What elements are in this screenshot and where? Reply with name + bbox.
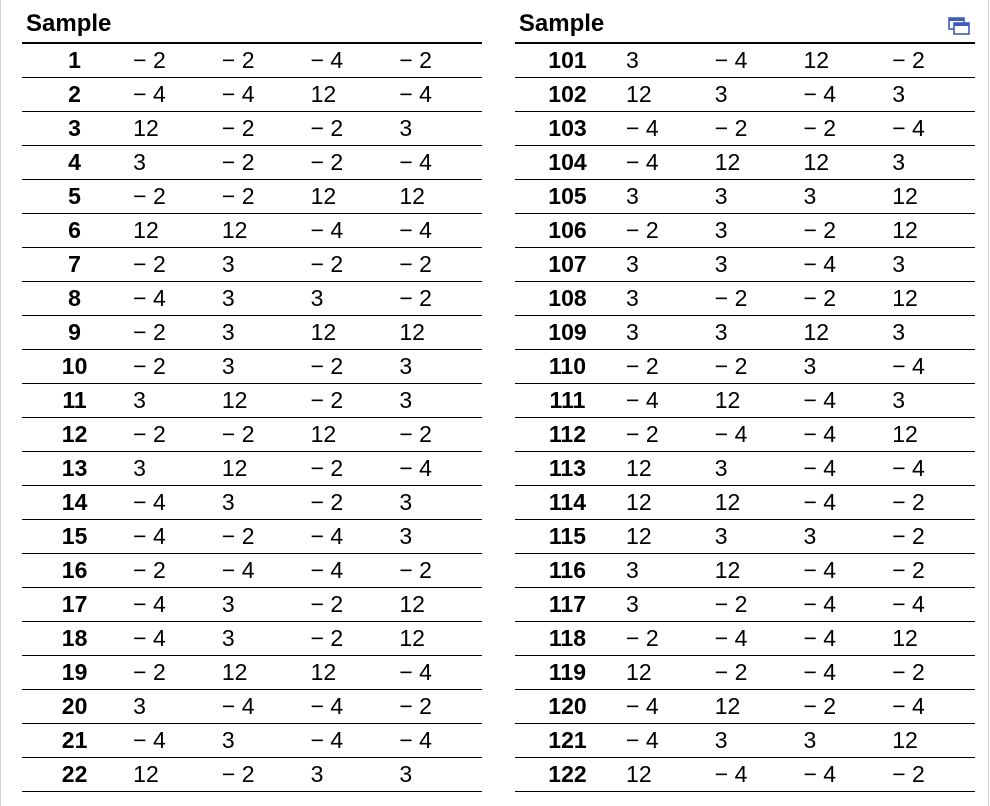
right-sample-value: − 4 — [797, 656, 886, 690]
right-sample-value: 12 — [797, 146, 886, 180]
column-gap — [482, 554, 515, 588]
right-sample-value: − 2 — [709, 656, 798, 690]
right-sample-number: 107 — [515, 248, 620, 282]
right-sample-value: 3 — [797, 724, 886, 758]
left-sample-value: − 4 — [127, 282, 216, 316]
left-sample-value: − 4 — [393, 78, 482, 112]
header-row — [22, 6, 975, 43]
sample-table — [22, 6, 975, 792]
left-sample-value: − 4 — [305, 214, 394, 248]
column-gap — [482, 520, 515, 554]
left-sample-value: 3 — [393, 486, 482, 520]
left-sample-value: − 2 — [127, 656, 216, 690]
left-sample-value: − 2 — [393, 554, 482, 588]
left-sample-value: 3 — [216, 622, 305, 656]
right-sample-value: − 2 — [620, 622, 709, 656]
right-sample-value: 12 — [620, 78, 709, 112]
left-sample-value: − 4 — [127, 486, 216, 520]
left-sample-value: − 2 — [393, 690, 482, 724]
right-sample-value: − 4 — [620, 690, 709, 724]
left-sample-value: − 4 — [305, 520, 394, 554]
left-sample-value: − 2 — [305, 622, 394, 656]
left-sample-value: 12 — [305, 418, 394, 452]
right-sample-value: − 2 — [797, 214, 886, 248]
left-sample-value: 3 — [216, 316, 305, 350]
right-sample-value: − 4 — [797, 384, 886, 418]
left-sample-value: 3 — [305, 282, 394, 316]
left-sample-value: − 4 — [127, 78, 216, 112]
right-sample-value: − 2 — [886, 520, 975, 554]
column-gap — [482, 452, 515, 486]
right-sample-value: 12 — [709, 146, 798, 180]
right-sample-value: 12 — [709, 486, 798, 520]
right-sample-value: 3 — [620, 43, 709, 78]
left-sample-value: 12 — [216, 384, 305, 418]
right-sample-value: − 4 — [797, 418, 886, 452]
right-sample-number: 112 — [515, 418, 620, 452]
right-sample-value: − 2 — [797, 282, 886, 316]
table-row — [22, 248, 975, 282]
sample-table-container — [22, 6, 975, 792]
table-row — [22, 146, 975, 180]
table-row — [22, 452, 975, 486]
left-sample-number: 16 — [22, 554, 127, 588]
column-gap — [482, 622, 515, 656]
left-sample-value: − 2 — [216, 418, 305, 452]
left-sample-value: 12 — [305, 180, 394, 214]
right-sample-header: Sample — [515, 6, 975, 43]
left-sample-value: − 4 — [127, 588, 216, 622]
column-gap — [482, 316, 515, 350]
left-sample-value: − 4 — [393, 214, 482, 248]
right-sample-value: − 4 — [797, 622, 886, 656]
right-sample-value: 12 — [620, 452, 709, 486]
left-sample-number: 3 — [22, 112, 127, 146]
column-gap — [482, 384, 515, 418]
left-sample-value: 12 — [393, 180, 482, 214]
table-row — [22, 418, 975, 452]
left-sample-value: 12 — [305, 78, 394, 112]
right-sample-number: 106 — [515, 214, 620, 248]
left-sample-value: − 4 — [127, 520, 216, 554]
left-sample-value: 12 — [127, 112, 216, 146]
right-sample-value: − 4 — [886, 350, 975, 384]
right-sample-value: 12 — [886, 282, 975, 316]
column-gap — [482, 214, 515, 248]
left-sample-value: − 2 — [127, 43, 216, 78]
left-sample-number: 21 — [22, 724, 127, 758]
right-sample-value: − 2 — [709, 588, 798, 622]
left-sample-value: 3 — [216, 588, 305, 622]
right-sample-value: − 4 — [797, 486, 886, 520]
right-sample-number: 121 — [515, 724, 620, 758]
right-sample-value: − 4 — [886, 452, 975, 486]
right-sample-value: 3 — [797, 520, 886, 554]
left-sample-value: − 2 — [127, 180, 216, 214]
left-sample-number: 2 — [22, 78, 127, 112]
right-sample-value: − 2 — [886, 43, 975, 78]
left-sample-value: 3 — [305, 758, 394, 792]
left-sample-value: − 4 — [127, 724, 216, 758]
right-sample-value: 12 — [709, 554, 798, 588]
left-sample-number: 1 — [22, 43, 127, 78]
left-sample-value: − 4 — [393, 146, 482, 180]
table-row — [22, 350, 975, 384]
column-gap — [482, 248, 515, 282]
left-sample-value: − 2 — [305, 146, 394, 180]
left-sample-header: Sample — [22, 6, 482, 43]
left-sample-number: 11 — [22, 384, 127, 418]
left-sample-value: 3 — [393, 758, 482, 792]
left-sample-value: 12 — [305, 316, 394, 350]
right-sample-value: 12 — [886, 724, 975, 758]
right-sample-value: 3 — [886, 384, 975, 418]
table-row — [22, 112, 975, 146]
right-sample-value: − 4 — [797, 554, 886, 588]
left-sample-value: − 2 — [216, 520, 305, 554]
right-sample-value: 12 — [620, 486, 709, 520]
left-sample-value: 12 — [216, 214, 305, 248]
right-sample-value: − 2 — [620, 418, 709, 452]
right-sample-value: − 2 — [709, 282, 798, 316]
left-sample-number: 10 — [22, 350, 127, 384]
column-gap — [482, 282, 515, 316]
left-sample-value: 3 — [393, 350, 482, 384]
right-sample-number: 102 — [515, 78, 620, 112]
right-sample-value: − 4 — [620, 384, 709, 418]
left-sample-value: − 4 — [305, 554, 394, 588]
table-row — [22, 520, 975, 554]
right-sample-value: 3 — [709, 180, 798, 214]
left-sample-value: 12 — [127, 214, 216, 248]
column-gap — [482, 486, 515, 520]
right-sample-value: − 2 — [620, 350, 709, 384]
right-sample-value: − 4 — [886, 588, 975, 622]
right-sample-number: 103 — [515, 112, 620, 146]
right-sample-value: − 4 — [797, 248, 886, 282]
right-sample-value: 12 — [886, 180, 975, 214]
right-sample-number: 109 — [515, 316, 620, 350]
left-sample-number: 17 — [22, 588, 127, 622]
left-sample-number: 5 — [22, 180, 127, 214]
left-sample-number: 12 — [22, 418, 127, 452]
left-sample-number: 4 — [22, 146, 127, 180]
right-sample-value: 12 — [709, 690, 798, 724]
right-sample-number: 108 — [515, 282, 620, 316]
right-sample-number: 113 — [515, 452, 620, 486]
right-sample-value: − 2 — [797, 690, 886, 724]
left-sample-value: − 2 — [393, 282, 482, 316]
left-sample-value: 12 — [305, 656, 394, 690]
right-sample-value: 12 — [886, 214, 975, 248]
right-sample-value: − 4 — [797, 588, 886, 622]
left-sample-value: 3 — [393, 112, 482, 146]
left-sample-value: − 2 — [305, 112, 394, 146]
right-sample-value: 12 — [797, 43, 886, 78]
left-sample-value: − 4 — [393, 452, 482, 486]
table-row — [22, 316, 975, 350]
left-sample-value: − 2 — [393, 418, 482, 452]
right-sample-value: 12 — [620, 758, 709, 792]
right-sample-value: − 4 — [620, 112, 709, 146]
left-sample-value: 3 — [216, 248, 305, 282]
column-gap — [482, 112, 515, 146]
column-gap — [482, 724, 515, 758]
left-sample-number: 14 — [22, 486, 127, 520]
right-sample-number: 120 — [515, 690, 620, 724]
left-sample-value: 12 — [216, 656, 305, 690]
right-sample-value: − 4 — [620, 724, 709, 758]
left-sample-value: − 2 — [216, 146, 305, 180]
right-sample-number: 122 — [515, 758, 620, 792]
left-sample-number: 19 — [22, 656, 127, 690]
right-sample-value: − 2 — [797, 112, 886, 146]
right-sample-value: − 2 — [709, 112, 798, 146]
left-sample-value: − 4 — [216, 554, 305, 588]
left-sample-value: − 2 — [393, 43, 482, 78]
right-sample-value: − 2 — [620, 214, 709, 248]
right-sample-value: − 4 — [886, 112, 975, 146]
table-row — [22, 214, 975, 248]
table-row — [22, 758, 975, 792]
right-sample-value: 3 — [709, 214, 798, 248]
left-sample-value: − 4 — [216, 690, 305, 724]
right-sample-number: 117 — [515, 588, 620, 622]
left-sample-value: − 4 — [216, 78, 305, 112]
right-sample-value: − 2 — [886, 486, 975, 520]
column-gap — [482, 146, 515, 180]
right-sample-value: 12 — [709, 384, 798, 418]
left-sample-value: − 4 — [305, 690, 394, 724]
right-sample-value: − 2 — [886, 758, 975, 792]
table-row — [22, 78, 975, 112]
table-row — [22, 384, 975, 418]
right-sample-value: − 2 — [709, 350, 798, 384]
left-sample-number: 8 — [22, 282, 127, 316]
right-sample-value: − 4 — [709, 43, 798, 78]
left-sample-value: − 2 — [393, 248, 482, 282]
left-sample-value: − 2 — [216, 180, 305, 214]
left-sample-number: 13 — [22, 452, 127, 486]
left-sample-value: 3 — [216, 486, 305, 520]
left-sample-value: 3 — [393, 520, 482, 554]
left-sample-number: 15 — [22, 520, 127, 554]
right-sample-number: 101 — [515, 43, 620, 78]
left-sample-value: − 2 — [305, 452, 394, 486]
left-sample-value: − 2 — [305, 384, 394, 418]
column-gap — [482, 180, 515, 214]
right-sample-value: − 4 — [797, 452, 886, 486]
right-sample-value: 3 — [620, 554, 709, 588]
table-row — [22, 690, 975, 724]
left-sample-value: − 4 — [127, 622, 216, 656]
left-sample-value: 12 — [216, 452, 305, 486]
left-sample-value: − 4 — [393, 724, 482, 758]
left-sample-value: 12 — [127, 758, 216, 792]
right-sample-value: 3 — [620, 316, 709, 350]
right-sample-number: 111 — [515, 384, 620, 418]
left-sample-value: 3 — [393, 384, 482, 418]
right-sample-value: 3 — [797, 180, 886, 214]
right-sample-value: 3 — [886, 248, 975, 282]
left-sample-number: 18 — [22, 622, 127, 656]
header-gap — [482, 6, 515, 43]
table-row — [22, 622, 975, 656]
right-sample-value: 3 — [620, 282, 709, 316]
right-sample-value: − 4 — [886, 690, 975, 724]
table-row — [22, 588, 975, 622]
column-gap — [482, 690, 515, 724]
left-sample-value: 3 — [127, 146, 216, 180]
left-sample-number: 6 — [22, 214, 127, 248]
table-row — [22, 180, 975, 214]
popout-window-icon[interactable] — [948, 16, 970, 36]
right-sample-value: 3 — [886, 316, 975, 350]
left-sample-value: − 2 — [216, 43, 305, 78]
column-gap — [482, 43, 515, 78]
column-gap — [482, 418, 515, 452]
right-sample-number: 104 — [515, 146, 620, 180]
left-sample-value: 12 — [393, 588, 482, 622]
right-sample-value: 3 — [709, 316, 798, 350]
left-sample-value: − 2 — [127, 316, 216, 350]
right-sample-value: 12 — [620, 656, 709, 690]
right-sample-value: 12 — [886, 622, 975, 656]
column-gap — [482, 656, 515, 690]
column-gap — [482, 78, 515, 112]
left-sample-value: − 2 — [127, 248, 216, 282]
left-sample-value: − 4 — [393, 656, 482, 690]
right-sample-number: 118 — [515, 622, 620, 656]
right-sample-value: − 2 — [886, 554, 975, 588]
left-sample-value: − 2 — [305, 248, 394, 282]
right-sample-value: − 2 — [886, 656, 975, 690]
right-sample-value: 3 — [797, 350, 886, 384]
right-sample-number: 119 — [515, 656, 620, 690]
table-row — [22, 282, 975, 316]
right-sample-value: − 4 — [797, 78, 886, 112]
table-row — [22, 486, 975, 520]
left-sample-value: 3 — [127, 452, 216, 486]
right-sample-value: − 4 — [709, 418, 798, 452]
table-row — [22, 724, 975, 758]
left-sample-number: 7 — [22, 248, 127, 282]
right-sample-value: 12 — [886, 418, 975, 452]
left-sample-value: − 4 — [305, 724, 394, 758]
right-sample-value: 3 — [709, 78, 798, 112]
left-sample-value: − 2 — [216, 112, 305, 146]
right-sample-number: 110 — [515, 350, 620, 384]
right-sample-number: 105 — [515, 180, 620, 214]
right-sample-value: − 4 — [709, 622, 798, 656]
right-sample-value: − 4 — [797, 758, 886, 792]
right-sample-value: 3 — [886, 146, 975, 180]
left-sample-value: − 2 — [216, 758, 305, 792]
left-sample-value: − 2 — [127, 350, 216, 384]
left-sample-value: 3 — [216, 724, 305, 758]
column-gap — [482, 758, 515, 792]
left-sample-value: 12 — [393, 316, 482, 350]
right-sample-value: − 4 — [709, 758, 798, 792]
left-sample-number: 9 — [22, 316, 127, 350]
left-sample-value: − 4 — [305, 43, 394, 78]
left-sample-value: − 2 — [305, 486, 394, 520]
left-sample-value: − 2 — [127, 418, 216, 452]
right-sample-value: 3 — [620, 588, 709, 622]
left-sample-number: 22 — [22, 758, 127, 792]
column-gap — [482, 588, 515, 622]
left-sample-value: − 2 — [305, 350, 394, 384]
right-sample-value: − 4 — [620, 146, 709, 180]
left-sample-value: − 2 — [305, 588, 394, 622]
left-sample-value: 12 — [393, 622, 482, 656]
left-sample-value: 3 — [127, 690, 216, 724]
right-sample-number: 115 — [515, 520, 620, 554]
right-sample-value: 3 — [709, 724, 798, 758]
left-sample-value: 3 — [216, 282, 305, 316]
table-row — [22, 656, 975, 690]
right-sample-value: 3 — [886, 78, 975, 112]
right-sample-number: 114 — [515, 486, 620, 520]
right-sample-value: 3 — [709, 452, 798, 486]
left-sample-value: 3 — [127, 384, 216, 418]
right-sample-value: 3 — [620, 180, 709, 214]
left-sample-number: 20 — [22, 690, 127, 724]
right-sample-value: 3 — [620, 248, 709, 282]
right-sample-value: 3 — [709, 520, 798, 554]
table-row — [22, 43, 975, 78]
column-gap — [482, 350, 515, 384]
left-sample-value: − 2 — [127, 554, 216, 588]
right-sample-value: 12 — [620, 520, 709, 554]
left-sample-value: 3 — [216, 350, 305, 384]
right-sample-number: 116 — [515, 554, 620, 588]
table-row — [22, 554, 975, 588]
right-sample-value: 3 — [709, 248, 798, 282]
right-sample-value: 12 — [797, 316, 886, 350]
